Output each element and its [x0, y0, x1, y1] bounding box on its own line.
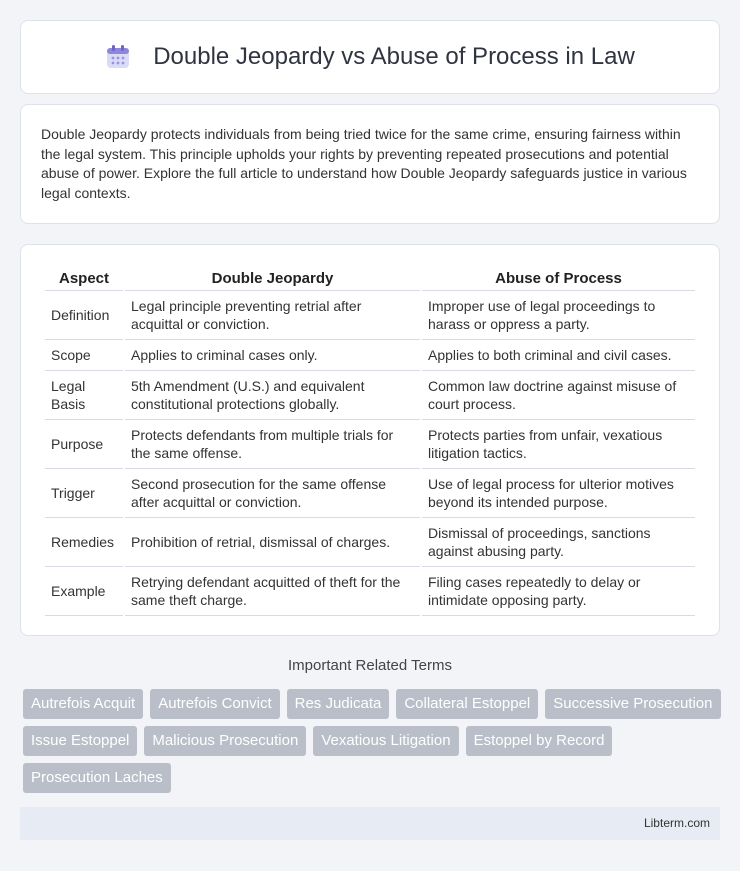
row-double-jeopardy: Retrying defendant acquitted of theft for the same theft charge.: [125, 567, 420, 616]
row-abuse-of-process: Applies to both criminal and civil cases.: [422, 340, 695, 371]
tag-estoppel-by-record[interactable]: Estoppel by Record: [466, 726, 613, 756]
row-aspect: Trigger: [45, 469, 123, 518]
tag-autrefois-acquit[interactable]: Autrefois Acquit: [23, 689, 143, 719]
table-row: [45, 567, 695, 616]
header-card: [20, 20, 720, 94]
row-abuse-of-process: Dismissal of proceedings, sanctions against abusing party.: [422, 518, 695, 567]
table-row: [45, 420, 695, 469]
comparison-table-card: [20, 244, 720, 636]
row-abuse-of-process: Common law doctrine against misuse of court process.: [422, 371, 695, 420]
row-double-jeopardy: Legal principle preventing retrial after acquittal or conviction.: [125, 291, 420, 340]
row-double-jeopardy: Second prosecution for the same offense after acquittal or conviction.: [125, 469, 420, 518]
row-double-jeopardy: Prohibition of retrial, dismissal of charges.: [125, 518, 420, 567]
row-aspect: Legal Basis: [45, 371, 123, 420]
row-aspect: Example: [45, 567, 123, 616]
tag-prosecution-laches[interactable]: Prosecution Laches: [23, 763, 171, 793]
header-aspect: Aspect: [45, 265, 123, 291]
tag-res-judicata[interactable]: Res Judicata: [287, 689, 390, 719]
related-terms-list: [23, 689, 723, 793]
tag-malicious-prosecution[interactable]: Malicious Prosecution: [144, 726, 306, 756]
table-header-row: [45, 265, 695, 291]
related-terms-title: Important Related Terms: [288, 657, 452, 674]
table-row: [45, 518, 695, 567]
row-aspect: Definition: [45, 291, 123, 340]
tag-autrefois-convict[interactable]: Autrefois Convict: [150, 689, 279, 719]
tag-successive-prosecution[interactable]: Successive Prosecution: [545, 689, 720, 719]
row-double-jeopardy: Applies to criminal cases only.: [125, 340, 420, 371]
table-row: [45, 469, 695, 518]
header-double-jeopardy: Double Jeopardy: [125, 265, 420, 291]
intro-text: Double Jeopardy protects individuals from being tried twice for the same crime, ensuring fairness within the legal system. This principle upholds your rights by preventing repeated prosecutions and potential abuse of power. Explore the full article to understand how Double Jeopardy safeguards justice in various legal contexts.: [41, 126, 687, 201]
row-double-jeopardy: Protects defendants from multiple trials for the same offense.: [125, 420, 420, 469]
row-aspect: Purpose: [45, 420, 123, 469]
table-row: [45, 291, 695, 340]
footer-site-link[interactable]: Libterm.com: [643, 816, 710, 830]
footer: [20, 807, 720, 840]
tag-collateral-estoppel[interactable]: Collateral Estoppel: [396, 689, 538, 719]
intro-card: [20, 104, 720, 224]
tag-issue-estoppel[interactable]: Issue Estoppel: [23, 726, 137, 756]
tag-vexatious-litigation[interactable]: Vexatious Litigation: [313, 726, 458, 756]
page-title: Double Jeopardy vs Abuse of Process in Law: [153, 43, 635, 70]
row-abuse-of-process: Filing cases repeatedly to delay or intimidate opposing party.: [422, 567, 695, 616]
row-aspect: Scope: [45, 340, 123, 371]
calendar-icon: [105, 44, 131, 70]
header-abuse-of-process: Abuse of Process: [422, 265, 695, 291]
table-row: [45, 371, 695, 420]
row-abuse-of-process: Use of legal process for ulterior motives beyond its intended purpose.: [422, 469, 695, 518]
row-double-jeopardy: 5th Amendment (U.S.) and equivalent constitutional protections globally.: [125, 371, 420, 420]
table-row: [45, 340, 695, 371]
row-aspect: Remedies: [45, 518, 123, 567]
comparison-table: [43, 265, 697, 616]
row-abuse-of-process: Protects parties from unfair, vexatious litigation tactics.: [422, 420, 695, 469]
row-abuse-of-process: Improper use of legal proceedings to harass or oppress a party.: [422, 291, 695, 340]
